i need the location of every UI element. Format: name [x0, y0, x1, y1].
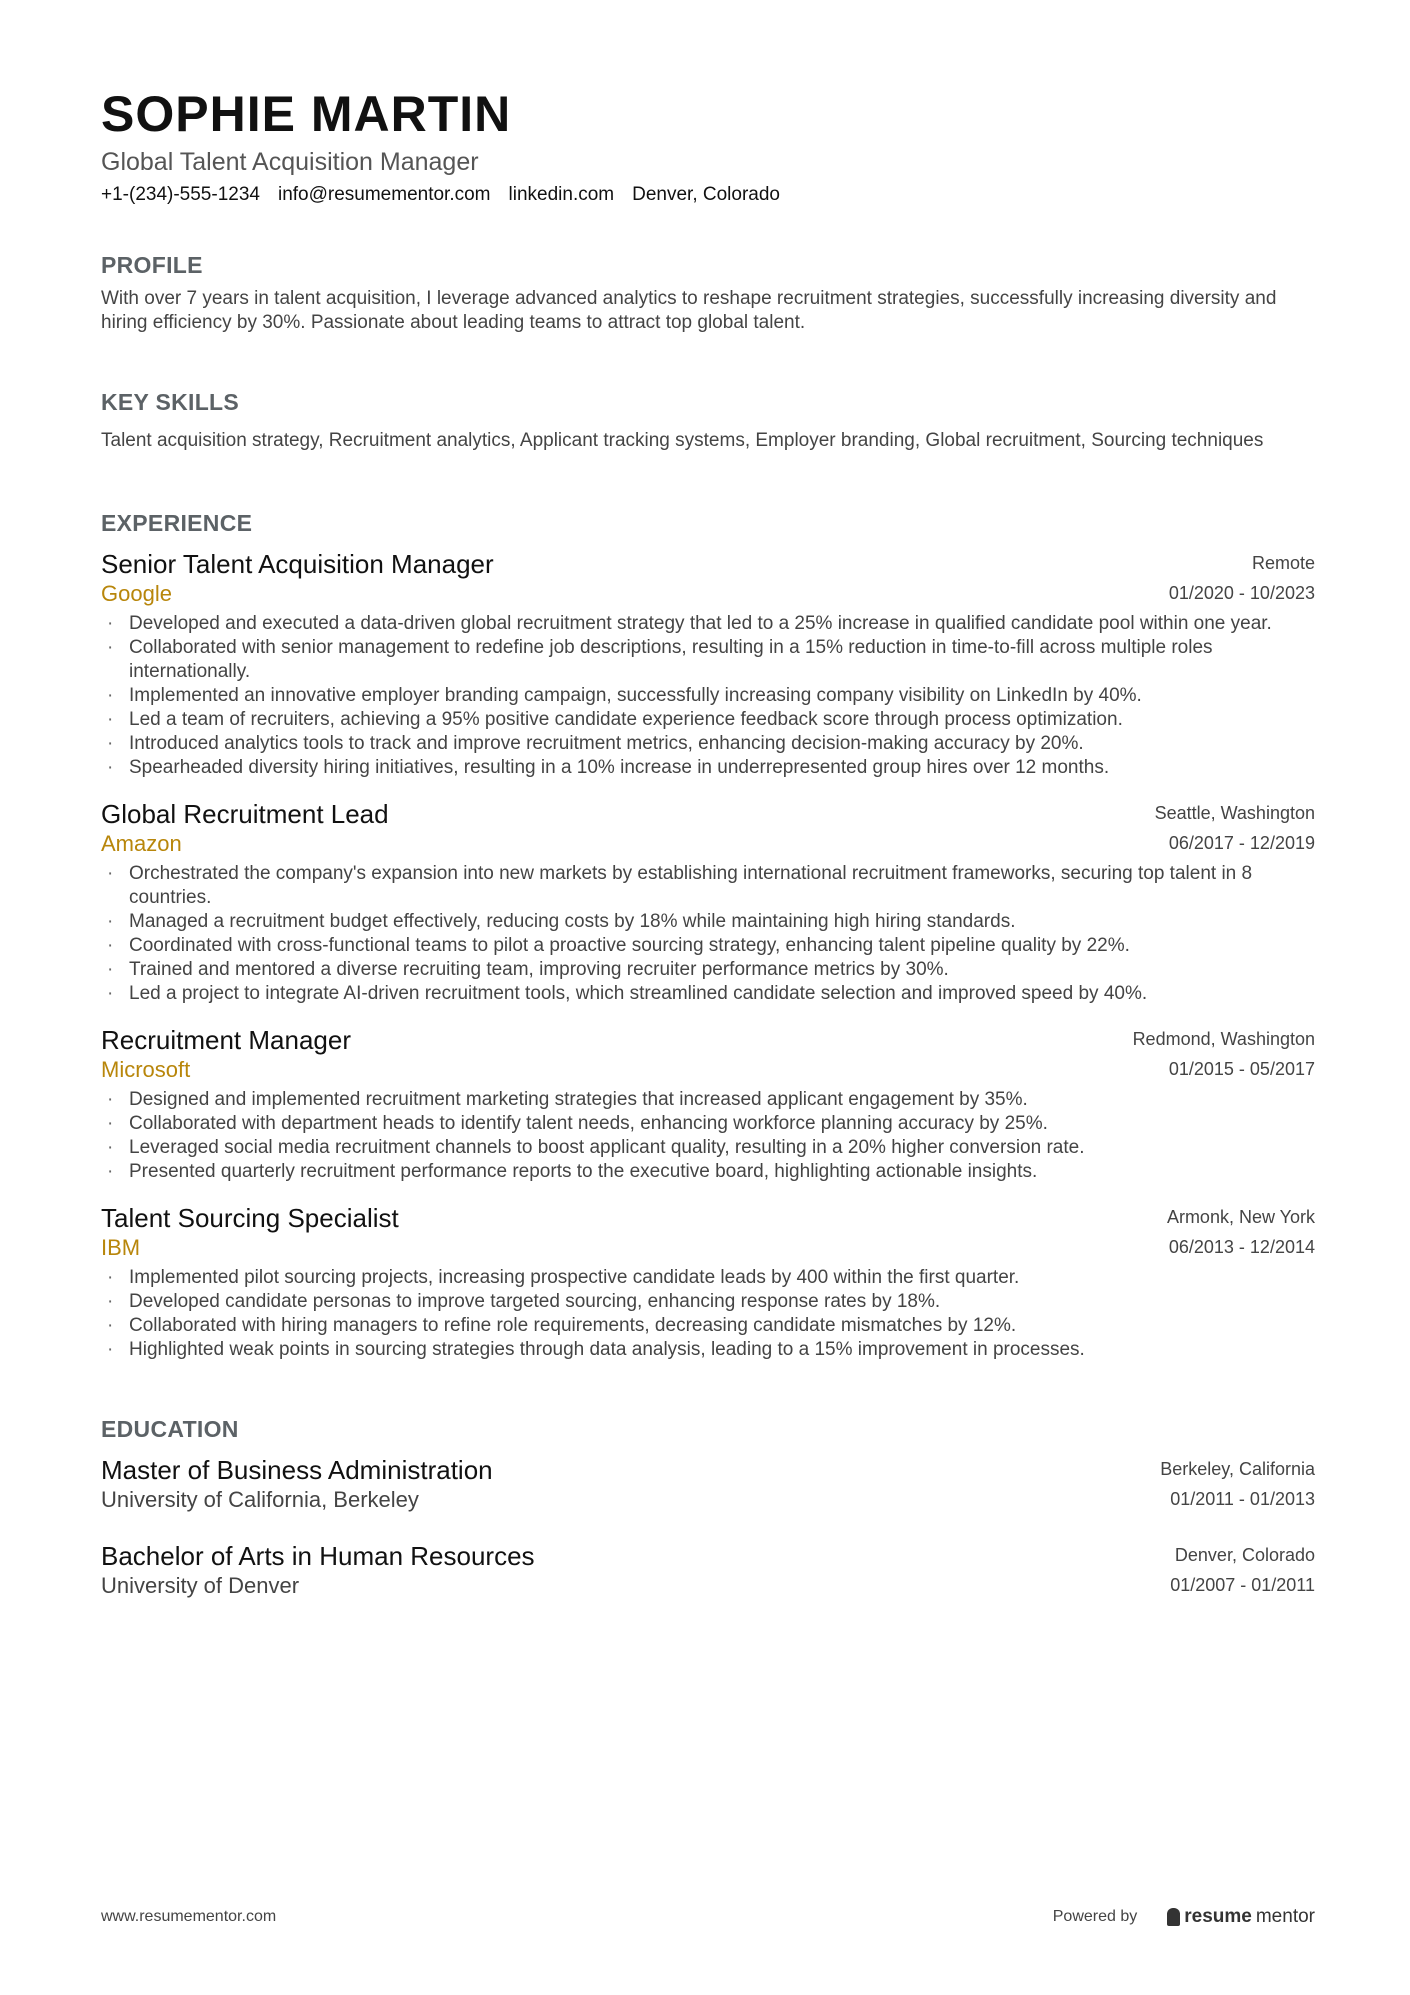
job-company: Microsoft — [101, 1057, 191, 1082]
list-item: · Led a team of recruiters, achieving a 95% positive candidate experience feedback score through process optimization. — [101, 708, 1315, 732]
contact-location: Denver, Colorado — [632, 184, 780, 205]
list-item: · Orchestrated the company's expansion into new markets by establishing international recruitment frameworks, securing top talent in 8 countries. — [101, 862, 1315, 910]
job-bullets — [101, 1088, 1315, 1184]
list-item: · Managed a recruitment budget effectively, reducing costs by 18% while maintaining high hiring standards. — [101, 910, 1315, 934]
job-entry — [101, 798, 1315, 1006]
job-company: Google — [101, 581, 172, 606]
job-meta — [1169, 548, 1315, 608]
list-item: · Coordinated with cross-functional teams to pilot a proactive sourcing strategy, enhancing talent pipeline quality by 22%. — [101, 934, 1315, 958]
job-dates: 01/2020 - 10/2023 — [1168, 583, 1315, 603]
list-item: · Developed and executed a data-driven global recruitment strategy that led to a 25% increase in qualified candidate pool within one year. — [101, 612, 1315, 636]
job-bullets — [101, 1266, 1315, 1362]
logo-text-light: mentor — [1255, 1906, 1315, 1927]
resume-content — [101, 84, 1315, 1600]
contact-linkedin: linkedin.com — [508, 184, 615, 205]
job-location: Seattle, Washington — [1154, 803, 1315, 823]
job-role: Global Recruitment Lead — [101, 799, 389, 829]
education-school: University of Denver — [101, 1573, 300, 1598]
education-entry — [101, 1540, 1315, 1600]
job-header — [101, 1024, 1315, 1084]
list-item: · Implemented pilot sourcing projects, increasing prospective candidate leads by 400 within the first quarter. — [101, 1266, 1315, 1290]
skills-heading: KEY SKILLS — [101, 389, 240, 415]
footer-brand — [1053, 1906, 1315, 1928]
job-role: Recruitment Manager — [101, 1025, 351, 1055]
job-bullets — [101, 612, 1315, 780]
education-heading: EDUCATION — [101, 1416, 239, 1442]
education-title-block — [101, 1540, 535, 1600]
contact-email: info@resumementor.com — [277, 184, 491, 205]
candidate-name: SOPHIE MARTIN — [101, 86, 512, 142]
job-header — [101, 798, 1315, 858]
job-title-block — [101, 1202, 399, 1262]
job-location: Remote — [1251, 553, 1315, 573]
list-item: · Presented quarterly recruitment performance reports to the executive board, highlighting actionable insights. — [101, 1160, 1315, 1184]
resumementor-logo[interactable] — [1167, 1906, 1315, 1928]
education-section — [101, 1414, 1315, 1600]
job-entry — [101, 548, 1315, 780]
list-item: · Developed candidate personas to improve targeted sourcing, enhancing response rates by 18%. — [101, 1290, 1315, 1314]
footer-website-link[interactable]: www.resumementor.com — [101, 1908, 277, 1925]
job-company: IBM — [101, 1235, 141, 1260]
education-meta — [1160, 1454, 1315, 1514]
education-dates: 01/2011 - 01/2013 — [1170, 1489, 1315, 1509]
list-item: · Collaborated with senior management to redefine job descriptions, resulting in a 15% reduction in time-to-fill across multiple roles internationally. — [101, 636, 1315, 684]
job-meta — [1133, 1024, 1315, 1084]
education-location: Denver, Colorado — [1174, 1545, 1315, 1565]
education-dates: 01/2007 - 01/2011 — [1170, 1575, 1315, 1595]
list-item: · Introduced analytics tools to track and improve recruitment metrics, enhancing decision-making accuracy by 20%. — [101, 732, 1315, 756]
job-title-block — [101, 1024, 351, 1084]
job-meta — [1167, 1202, 1315, 1262]
job-entry — [101, 1202, 1315, 1362]
list-item: · Spearheaded diversity hiring initiatives, resulting in a 10% increase in underrepresented group hires over 12 months. — [101, 756, 1315, 780]
job-meta — [1155, 798, 1315, 858]
job-dates: 06/2013 - 12/2014 — [1168, 1237, 1315, 1257]
job-title-block — [101, 548, 494, 608]
job-dates: 06/2017 - 12/2019 — [1168, 833, 1315, 853]
profile-heading: PROFILE — [101, 252, 203, 278]
job-header — [101, 1202, 1315, 1262]
profile-text: With over 7 years in talent acquisition, I leverage advanced analytics to reshape recruitment strategies, successfully increasing diversity and hiring efficiency by 30%. Passionate about leading teams to attract top global talent. — [101, 288, 1277, 333]
powered-by-label: Powered by — [1052, 1908, 1138, 1925]
education-degree: Master of Business Administration — [101, 1455, 493, 1485]
job-bullets — [101, 862, 1315, 1006]
education-meta — [1170, 1540, 1315, 1600]
education-entry — [101, 1454, 1315, 1514]
job-company: Amazon — [101, 831, 182, 856]
list-item: · Designed and implemented recruitment marketing strategies that increased applicant engagement by 35%. — [101, 1088, 1315, 1112]
experience-section — [101, 508, 1315, 1362]
logo-text-bold: resume — [1184, 1906, 1252, 1927]
job-title-block — [101, 798, 389, 858]
experience-heading: EXPERIENCE — [101, 510, 253, 536]
resume-header — [101, 84, 1315, 206]
education-header — [101, 1454, 1315, 1514]
skills-text: Talent acquisition strategy, Recruitment analytics, Applicant tracking systems, Employer branding, Global recruitment, Sourcing techniques — [101, 430, 1264, 451]
job-role: Senior Talent Acquisition Manager — [101, 549, 494, 579]
education-location: Berkeley, California — [1160, 1459, 1315, 1479]
education-school: University of California, Berkeley — [101, 1487, 419, 1512]
education-title-block — [101, 1454, 493, 1514]
list-item: · Implemented an innovative employer branding campaign, successfully increasing company visibility on LinkedIn by 40%. — [101, 684, 1315, 708]
list-item: · Trained and mentored a diverse recruiting team, improving recruiter performance metrics by 30%. — [101, 958, 1315, 982]
contact-phone: +1-(234)-555-1234 — [101, 184, 260, 205]
job-location: Redmond, Washington — [1132, 1029, 1315, 1049]
job-header — [101, 548, 1315, 608]
contact-line — [101, 184, 1315, 206]
education-degree: Bachelor of Arts in Human Resources — [101, 1541, 535, 1571]
profile-section — [101, 250, 1315, 335]
list-item: · Led a project to integrate AI-driven recruitment tools, which streamlined candidate selection and improved speed by 40%. — [101, 982, 1315, 1006]
list-item: · Collaborated with department heads to identify talent needs, enhancing workforce planning accuracy by 25%. — [101, 1112, 1315, 1136]
candidate-title: Global Talent Acquisition Manager — [101, 148, 479, 176]
job-location: Armonk, New York — [1166, 1207, 1315, 1227]
job-entry — [101, 1024, 1315, 1184]
list-item: · Leveraged social media recruitment channels to boost applicant quality, resulting in a 20% higher conversion rate. — [101, 1136, 1315, 1160]
page-footer — [101, 1906, 1315, 1928]
job-role: Talent Sourcing Specialist — [101, 1203, 399, 1233]
job-dates: 01/2015 - 05/2017 — [1168, 1059, 1315, 1079]
education-header — [101, 1540, 1315, 1600]
resumementor-logo-icon — [1167, 1908, 1180, 1926]
list-item: · Collaborated with hiring managers to refine role requirements, decreasing candidate mismatches by 12%. — [101, 1314, 1315, 1338]
skills-section — [101, 387, 1315, 453]
list-item: · Highlighted weak points in sourcing strategies through data analysis, leading to a 15% improvement in processes. — [101, 1338, 1315, 1362]
